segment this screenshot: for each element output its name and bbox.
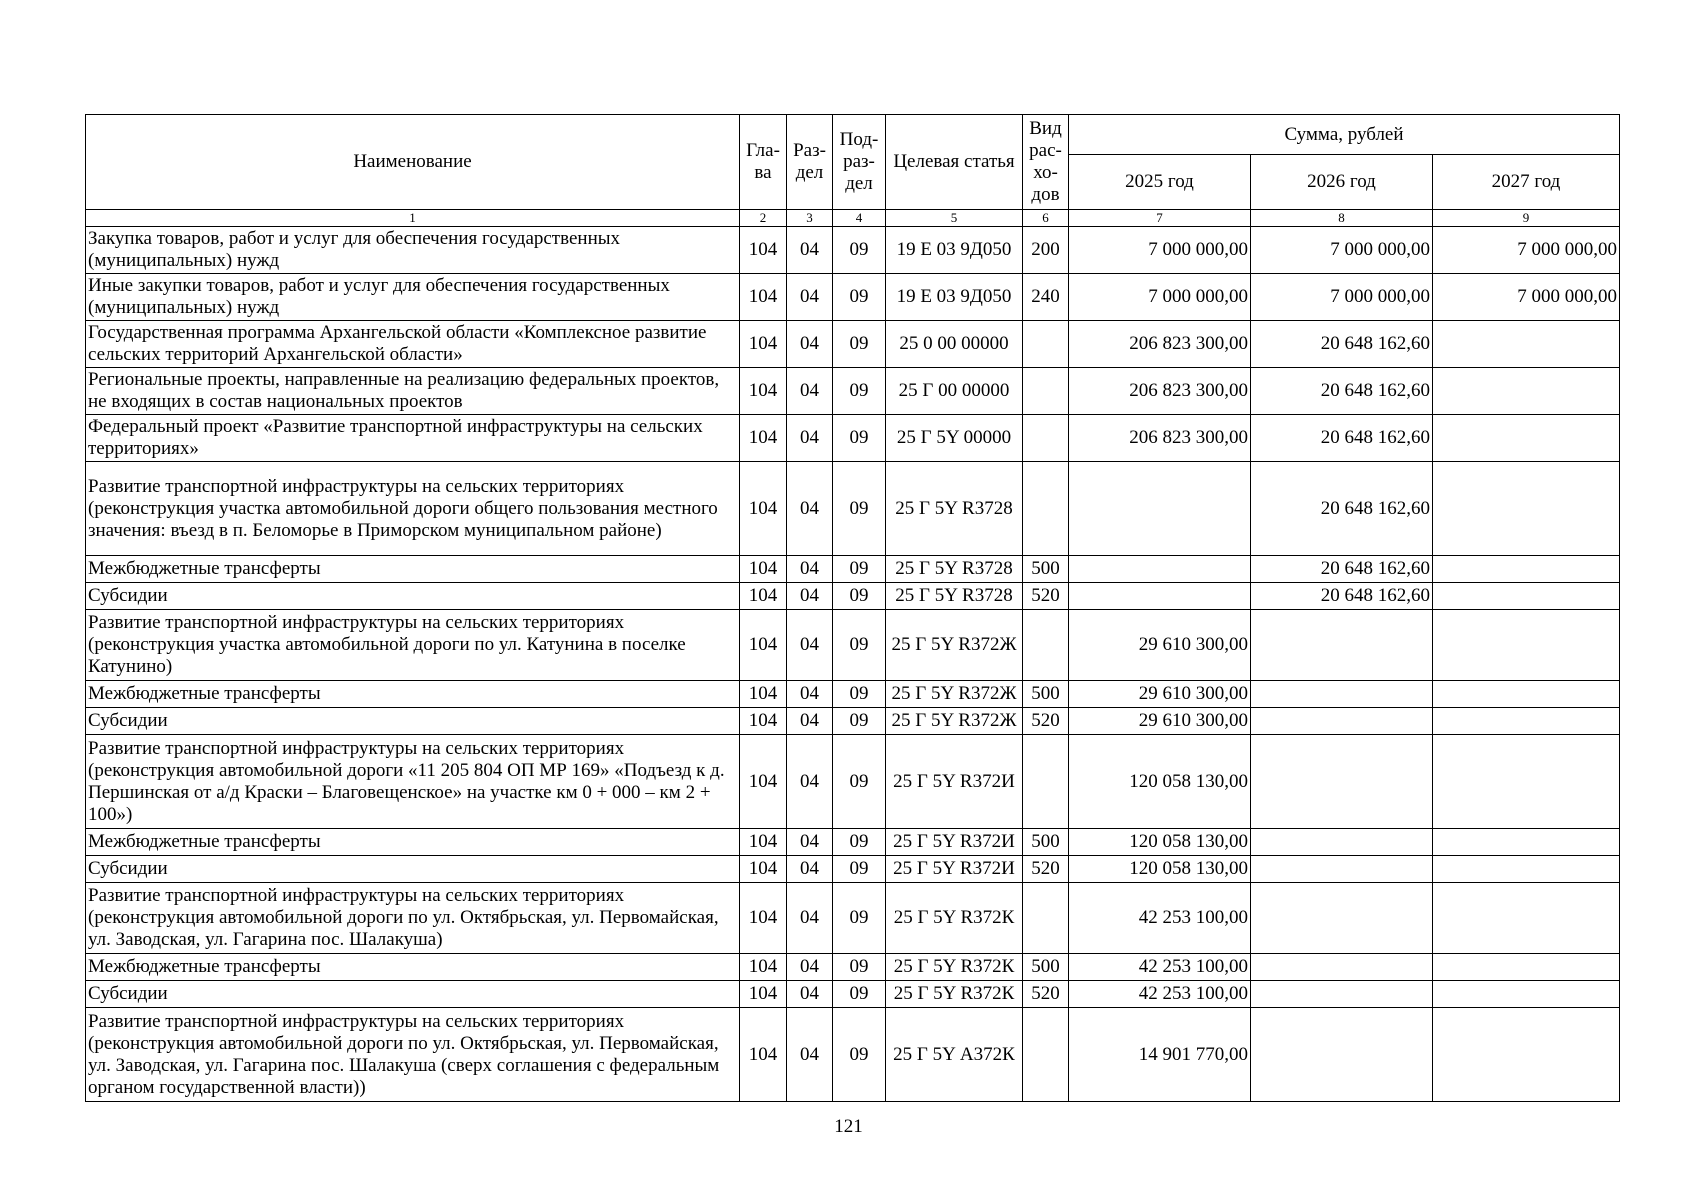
row-vid: 520 bbox=[1023, 856, 1069, 883]
row-sum-2025: 120 058 130,00 bbox=[1069, 829, 1251, 856]
row-statya: 25 Г 5Y R372К bbox=[886, 954, 1023, 981]
row-vid bbox=[1023, 1008, 1069, 1102]
row-vid: 500 bbox=[1023, 556, 1069, 583]
row-sum-2026 bbox=[1251, 610, 1433, 681]
row-name: Государственная программа Архангельской области «Комплексное развитие сельских территорий Архангельской области» bbox=[86, 321, 740, 368]
row-razdel: 04 bbox=[787, 954, 833, 981]
row-glava: 104 bbox=[740, 227, 787, 274]
row-statya: 25 Г 5Y R372Ж bbox=[886, 708, 1023, 735]
row-vid: 520 bbox=[1023, 583, 1069, 610]
row-razdel: 04 bbox=[787, 1008, 833, 1102]
row-sum-2027 bbox=[1433, 321, 1620, 368]
row-sum-2027 bbox=[1433, 735, 1620, 829]
table-row bbox=[86, 610, 1620, 681]
row-sum-2027: 7 000 000,00 bbox=[1433, 227, 1620, 274]
row-statya: 25 Г 5Y R372К bbox=[886, 981, 1023, 1008]
row-podrazdel: 09 bbox=[833, 681, 886, 708]
row-podrazdel: 09 bbox=[833, 829, 886, 856]
row-name: Субсидии bbox=[86, 981, 740, 1008]
row-sum-2025: 42 253 100,00 bbox=[1069, 981, 1251, 1008]
row-vid bbox=[1023, 368, 1069, 415]
row-podrazdel: 09 bbox=[833, 415, 886, 462]
row-glava: 104 bbox=[740, 274, 787, 321]
row-sum-2026 bbox=[1251, 829, 1433, 856]
row-sum-2025: 7 000 000,00 bbox=[1069, 274, 1251, 321]
row-sum-2027 bbox=[1433, 583, 1620, 610]
row-sum-2027 bbox=[1433, 368, 1620, 415]
row-sum-2025 bbox=[1069, 583, 1251, 610]
row-vid bbox=[1023, 610, 1069, 681]
table-row bbox=[86, 829, 1620, 856]
header-razdel: Раз-дел bbox=[787, 115, 833, 210]
row-podrazdel: 09 bbox=[833, 583, 886, 610]
column-number: 7 bbox=[1069, 210, 1251, 227]
row-sum-2025: 29 610 300,00 bbox=[1069, 681, 1251, 708]
row-sum-2026: 20 648 162,60 bbox=[1251, 415, 1433, 462]
row-razdel: 04 bbox=[787, 415, 833, 462]
row-sum-2026: 20 648 162,60 bbox=[1251, 556, 1433, 583]
row-sum-2025: 42 253 100,00 bbox=[1069, 883, 1251, 954]
header-name: Наименование bbox=[86, 115, 740, 210]
row-sum-2026 bbox=[1251, 735, 1433, 829]
row-sum-2025: 7 000 000,00 bbox=[1069, 227, 1251, 274]
row-sum-2025: 206 823 300,00 bbox=[1069, 321, 1251, 368]
row-glava: 104 bbox=[740, 708, 787, 735]
row-razdel: 04 bbox=[787, 681, 833, 708]
row-name: Развитие транспортной инфраструктуры на сельских территориях (реконструкция автомобильной дороги по ул. Октябрьская, ул. Первомайская, ул. Заводская, ул. Гагарина пос. Шалакуша) bbox=[86, 883, 740, 954]
row-sum-2027 bbox=[1433, 856, 1620, 883]
header-vid: Вид рас-хо-дов bbox=[1023, 115, 1069, 210]
row-sum-2027 bbox=[1433, 415, 1620, 462]
header-summa: Сумма, рублей bbox=[1069, 115, 1620, 155]
row-sum-2025: 120 058 130,00 bbox=[1069, 856, 1251, 883]
row-podrazdel: 09 bbox=[833, 368, 886, 415]
row-vid: 500 bbox=[1023, 954, 1069, 981]
row-razdel: 04 bbox=[787, 708, 833, 735]
row-podrazdel: 09 bbox=[833, 954, 886, 981]
row-name: Развитие транспортной инфраструктуры на сельских территориях (реконструкция автомобильной дороги по ул. Октябрьская, ул. Первомайская, ул. Заводская, ул. Гагарина пос. Шалакуша (сверх соглашения с федеральным органом государственной власти)) bbox=[86, 1008, 740, 1102]
row-vid: 520 bbox=[1023, 981, 1069, 1008]
row-podrazdel: 09 bbox=[833, 735, 886, 829]
row-statya: 25 Г 5Y R372Ж bbox=[886, 610, 1023, 681]
row-statya: 25 Г 5Y А372К bbox=[886, 1008, 1023, 1102]
row-sum-2026 bbox=[1251, 1008, 1433, 1102]
row-name: Субсидии bbox=[86, 583, 740, 610]
row-sum-2026: 20 648 162,60 bbox=[1251, 368, 1433, 415]
row-glava: 104 bbox=[740, 583, 787, 610]
row-razdel: 04 bbox=[787, 368, 833, 415]
header-statya: Целевая статья bbox=[886, 115, 1023, 210]
row-razdel: 04 bbox=[787, 829, 833, 856]
row-vid bbox=[1023, 462, 1069, 556]
row-podrazdel: 09 bbox=[833, 708, 886, 735]
row-vid bbox=[1023, 883, 1069, 954]
row-razdel: 04 bbox=[787, 556, 833, 583]
header-year-2027: 2027 год bbox=[1433, 155, 1620, 210]
row-glava: 104 bbox=[740, 415, 787, 462]
row-sum-2027 bbox=[1433, 556, 1620, 583]
row-sum-2027 bbox=[1433, 610, 1620, 681]
row-glava: 104 bbox=[740, 462, 787, 556]
column-number: 6 bbox=[1023, 210, 1069, 227]
row-sum-2027 bbox=[1433, 1008, 1620, 1102]
row-statya: 19 Е 03 9Д050 bbox=[886, 274, 1023, 321]
row-name: Межбюджетные трансферты bbox=[86, 829, 740, 856]
row-sum-2025: 120 058 130,00 bbox=[1069, 735, 1251, 829]
row-glava: 104 bbox=[740, 954, 787, 981]
row-sum-2026 bbox=[1251, 883, 1433, 954]
table-row bbox=[86, 954, 1620, 981]
row-name: Субсидии bbox=[86, 856, 740, 883]
row-statya: 25 Г 5Y R372И bbox=[886, 829, 1023, 856]
column-number: 3 bbox=[787, 210, 833, 227]
row-sum-2027: 7 000 000,00 bbox=[1433, 274, 1620, 321]
row-sum-2025: 29 610 300,00 bbox=[1069, 708, 1251, 735]
row-glava: 104 bbox=[740, 829, 787, 856]
row-sum-2027 bbox=[1433, 981, 1620, 1008]
table-row bbox=[86, 227, 1620, 274]
row-sum-2025: 206 823 300,00 bbox=[1069, 415, 1251, 462]
row-name: Региональные проекты, направленные на реализацию федеральных проектов, не входящих в состав национальных проектов bbox=[86, 368, 740, 415]
row-razdel: 04 bbox=[787, 735, 833, 829]
table-row bbox=[86, 274, 1620, 321]
row-vid bbox=[1023, 321, 1069, 368]
row-sum-2026: 7 000 000,00 bbox=[1251, 227, 1433, 274]
row-razdel: 04 bbox=[787, 856, 833, 883]
table-header bbox=[86, 115, 1620, 227]
row-sum-2026: 7 000 000,00 bbox=[1251, 274, 1433, 321]
table-row bbox=[86, 856, 1620, 883]
row-vid bbox=[1023, 415, 1069, 462]
row-statya: 25 Г 5Y R372И bbox=[886, 735, 1023, 829]
row-sum-2025: 206 823 300,00 bbox=[1069, 368, 1251, 415]
table-row bbox=[86, 321, 1620, 368]
row-sum-2026 bbox=[1251, 954, 1433, 981]
table-row bbox=[86, 708, 1620, 735]
row-statya: 25 Г 5Y R3728 bbox=[886, 462, 1023, 556]
row-podrazdel: 09 bbox=[833, 556, 886, 583]
header-glava: Гла-ва bbox=[740, 115, 787, 210]
row-podrazdel: 09 bbox=[833, 981, 886, 1008]
table-row bbox=[86, 368, 1620, 415]
column-number-row bbox=[86, 210, 1620, 227]
row-name: Развитие транспортной инфраструктуры на сельских территориях (реконструкция участка автомобильной дороги общего пользования местного значения: въезд в п. Беломорье в Приморском муниципальном районе) bbox=[86, 462, 740, 556]
row-sum-2026 bbox=[1251, 708, 1433, 735]
table-row bbox=[86, 735, 1620, 829]
row-razdel: 04 bbox=[787, 583, 833, 610]
header-year-2026: 2026 год bbox=[1251, 155, 1433, 210]
row-name: Закупка товаров, работ и услуг для обеспечения государственных (муниципальных) нужд bbox=[86, 227, 740, 274]
row-sum-2025: 14 901 770,00 bbox=[1069, 1008, 1251, 1102]
header-year-2025: 2025 год bbox=[1069, 155, 1251, 210]
row-sum-2026: 20 648 162,60 bbox=[1251, 583, 1433, 610]
table-row bbox=[86, 415, 1620, 462]
table-row bbox=[86, 681, 1620, 708]
row-vid: 520 bbox=[1023, 708, 1069, 735]
row-statya: 25 Г 5Y R372И bbox=[886, 856, 1023, 883]
row-vid: 200 bbox=[1023, 227, 1069, 274]
row-sum-2025 bbox=[1069, 462, 1251, 556]
table-row bbox=[86, 883, 1620, 954]
table-body bbox=[86, 227, 1620, 1102]
row-razdel: 04 bbox=[787, 981, 833, 1008]
column-number: 8 bbox=[1251, 210, 1433, 227]
row-glava: 104 bbox=[740, 1008, 787, 1102]
row-sum-2026: 20 648 162,60 bbox=[1251, 321, 1433, 368]
row-vid: 500 bbox=[1023, 829, 1069, 856]
row-statya: 25 0 00 00000 bbox=[886, 321, 1023, 368]
row-name: Межбюджетные трансферты bbox=[86, 681, 740, 708]
row-sum-2027 bbox=[1433, 708, 1620, 735]
row-razdel: 04 bbox=[787, 883, 833, 954]
row-sum-2027 bbox=[1433, 681, 1620, 708]
row-sum-2025: 29 610 300,00 bbox=[1069, 610, 1251, 681]
row-glava: 104 bbox=[740, 321, 787, 368]
row-glava: 104 bbox=[740, 681, 787, 708]
table-row bbox=[86, 981, 1620, 1008]
table-row bbox=[86, 583, 1620, 610]
row-name: Субсидии bbox=[86, 708, 740, 735]
column-number: 4 bbox=[833, 210, 886, 227]
row-name: Федеральный проект «Развитие транспортной инфраструктуры на сельских территориях» bbox=[86, 415, 740, 462]
row-glava: 104 bbox=[740, 735, 787, 829]
row-name: Межбюджетные трансферты bbox=[86, 954, 740, 981]
row-vid: 240 bbox=[1023, 274, 1069, 321]
row-podrazdel: 09 bbox=[833, 462, 886, 556]
row-podrazdel: 09 bbox=[833, 610, 886, 681]
row-podrazdel: 09 bbox=[833, 321, 886, 368]
row-glava: 104 bbox=[740, 856, 787, 883]
column-number: 1 bbox=[86, 210, 740, 227]
row-statya: 25 Г 5Y R3728 bbox=[886, 583, 1023, 610]
row-sum-2026: 20 648 162,60 bbox=[1251, 462, 1433, 556]
row-glava: 104 bbox=[740, 883, 787, 954]
row-sum-2027 bbox=[1433, 954, 1620, 981]
row-name: Развитие транспортной инфраструктуры на сельских территориях (реконструкция автомобильной дороги «11 205 804 ОП МР 169» «Подъезд к д. Першинская от а/д Краски – Благовещенское» на участке км 0 + 000 – км 2 + 100») bbox=[86, 735, 740, 829]
row-sum-2026 bbox=[1251, 856, 1433, 883]
row-sum-2027 bbox=[1433, 462, 1620, 556]
row-razdel: 04 bbox=[787, 274, 833, 321]
row-sum-2027 bbox=[1433, 829, 1620, 856]
row-statya: 25 Г 5Y R372К bbox=[886, 883, 1023, 954]
budget-table bbox=[85, 114, 1620, 1102]
row-statya: 25 Г 5Y R3728 bbox=[886, 556, 1023, 583]
row-glava: 104 bbox=[740, 368, 787, 415]
row-podrazdel: 09 bbox=[833, 883, 886, 954]
row-sum-2027 bbox=[1433, 883, 1620, 954]
row-podrazdel: 09 bbox=[833, 1008, 886, 1102]
table-row bbox=[86, 1008, 1620, 1102]
row-sum-2026 bbox=[1251, 981, 1433, 1008]
column-number: 9 bbox=[1433, 210, 1620, 227]
page-number: 121 bbox=[834, 1116, 863, 1137]
row-name: Развитие транспортной инфраструктуры на сельских территориях (реконструкция участка автомобильной дороги по ул. Катунина в поселке Катунино) bbox=[86, 610, 740, 681]
row-glava: 104 bbox=[740, 610, 787, 681]
row-statya: 25 Г 5Y 00000 bbox=[886, 415, 1023, 462]
row-glava: 104 bbox=[740, 556, 787, 583]
row-podrazdel: 09 bbox=[833, 274, 886, 321]
row-podrazdel: 09 bbox=[833, 227, 886, 274]
row-vid bbox=[1023, 735, 1069, 829]
column-number: 2 bbox=[740, 210, 787, 227]
row-statya: 19 Е 03 9Д050 bbox=[886, 227, 1023, 274]
row-name: Межбюджетные трансферты bbox=[86, 556, 740, 583]
row-statya: 25 Г 00 00000 bbox=[886, 368, 1023, 415]
row-sum-2025: 42 253 100,00 bbox=[1069, 954, 1251, 981]
row-razdel: 04 bbox=[787, 227, 833, 274]
header-podrazdel: Под-раз-дел bbox=[833, 115, 886, 210]
table-row bbox=[86, 556, 1620, 583]
row-glava: 104 bbox=[740, 981, 787, 1008]
row-razdel: 04 bbox=[787, 462, 833, 556]
column-number: 5 bbox=[886, 210, 1023, 227]
row-vid: 500 bbox=[1023, 681, 1069, 708]
row-sum-2026 bbox=[1251, 681, 1433, 708]
table-row bbox=[86, 462, 1620, 556]
row-razdel: 04 bbox=[787, 610, 833, 681]
row-razdel: 04 bbox=[787, 321, 833, 368]
row-sum-2025 bbox=[1069, 556, 1251, 583]
row-statya: 25 Г 5Y R372Ж bbox=[886, 681, 1023, 708]
row-name: Иные закупки товаров, работ и услуг для обеспечения государственных (муниципальных) нужд bbox=[86, 274, 740, 321]
row-podrazdel: 09 bbox=[833, 856, 886, 883]
